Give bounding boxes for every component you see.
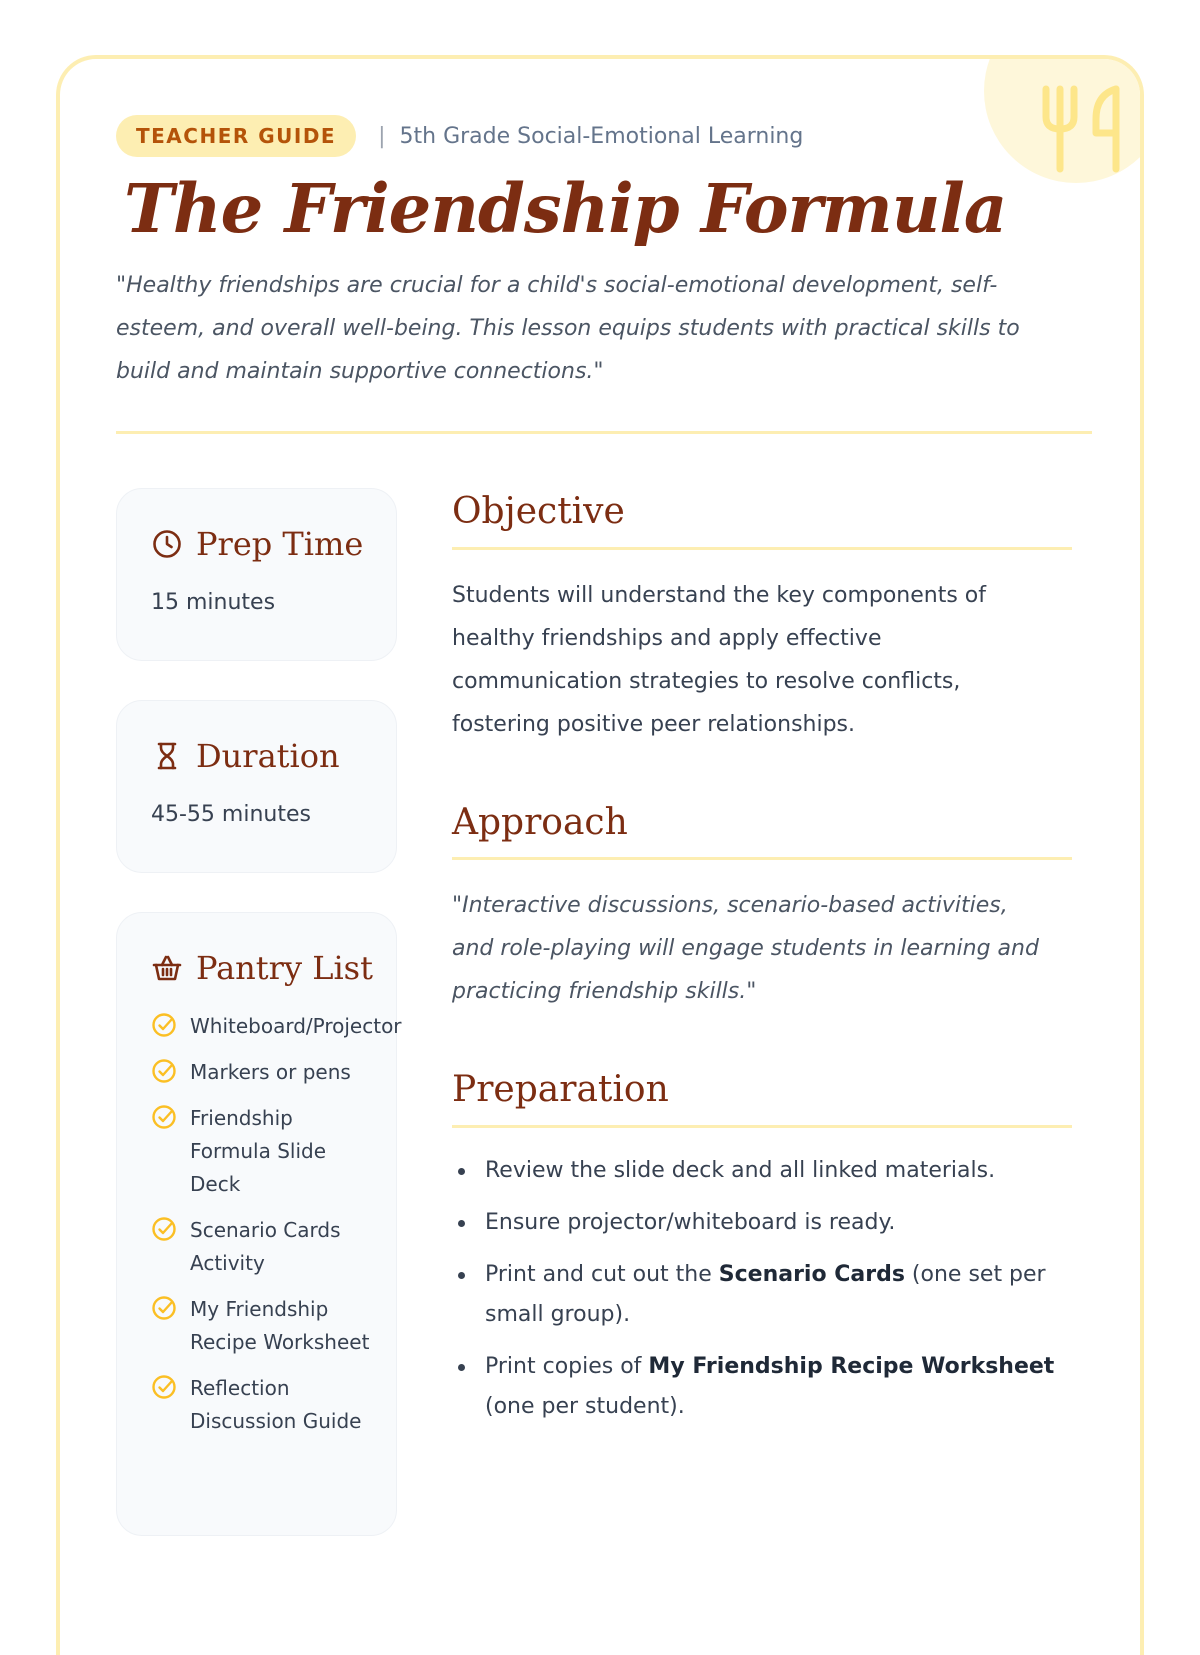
check-circle-icon <box>151 1012 177 1038</box>
prep-time-header <box>151 525 363 563</box>
approach-rule <box>452 857 1072 860</box>
list-item <box>452 1151 1072 1191</box>
objective-heading: Objective <box>452 491 625 532</box>
pantry-list-header <box>151 949 373 987</box>
pantry-item-label: Reflection Discussion Guide <box>190 1376 362 1433</box>
duration-title: Duration <box>196 737 340 775</box>
pantry-item-label: Markers or pens <box>190 1060 351 1084</box>
intro-quote: "Healthy friendships are crucial for a child's social-emotional development, self-esteem, and overall well-being. This lesson equips students with practical skills to build and maintain supportive connections." <box>116 273 1020 384</box>
preparation-heading: Preparation <box>452 1069 669 1110</box>
pantry-items <box>151 1010 451 1451</box>
prep-item-emphasis: Scenario Cards <box>718 1262 905 1287</box>
list-item <box>151 1102 451 1201</box>
duration-value: 45-55 minutes <box>151 802 311 827</box>
approach-heading: Approach <box>452 802 628 843</box>
header-separator: | <box>378 123 386 149</box>
pantry-item-label: My Friendship Recipe Worksheet <box>190 1297 370 1354</box>
pantry-list-title: Pantry List <box>196 949 373 987</box>
list-item <box>452 1255 1072 1335</box>
prep-item-text: Print and cut out the <box>485 1262 719 1287</box>
list-item <box>151 1372 451 1438</box>
page-title: The Friendship Formula <box>124 169 1007 248</box>
prep-item-emphasis: My Friendship Recipe Worksheet <box>648 1354 1055 1379</box>
prep-time-title: Prep Time <box>196 525 364 563</box>
grade-subtitle: 5th Grade Social-Emotional Learning <box>399 123 804 149</box>
pantry-list-box <box>116 912 402 1536</box>
check-circle-icon <box>151 1104 177 1130</box>
header-row <box>116 115 803 157</box>
header-divider <box>116 431 1092 434</box>
check-circle-icon <box>151 1058 177 1084</box>
list-item <box>151 1010 451 1043</box>
check-circle-icon <box>151 1216 177 1242</box>
duration-box <box>116 700 397 873</box>
prep-item-text: (one set per small group). <box>485 1262 1046 1327</box>
prep-item-text: Print copies of <box>485 1354 649 1379</box>
pantry-item-label: Friendship Formula Slide Deck <box>190 1106 327 1196</box>
list-item <box>151 1214 451 1280</box>
check-circle-icon <box>151 1295 177 1321</box>
pantry-item-label: Whiteboard/Projector <box>190 1014 402 1038</box>
approach-text: "Interactive discussions, scenario-based activities, and role-playing will engage students in learning and practicing friendship skills." <box>452 893 1039 1004</box>
clock-icon <box>151 528 183 560</box>
preparation-list <box>452 1151 1072 1439</box>
list-item <box>151 1293 451 1359</box>
preparation-rule <box>452 1125 1072 1128</box>
hourglass-icon <box>151 740 183 772</box>
pantry-item-label: Scenario Cards Activity <box>190 1218 341 1275</box>
fork-knife-icon <box>1032 81 1128 177</box>
objective-text: Students will understand the key components of healthy friendships and apply effective communication strategies to resolve conflicts, fostering positive peer relationships. <box>452 583 987 737</box>
list-item <box>452 1347 1072 1427</box>
list-item <box>452 1203 1072 1243</box>
prep-item-text: Ensure projector/whiteboard is ready. <box>485 1210 896 1235</box>
list-item <box>151 1056 451 1089</box>
prep-item-text: Review the slide deck and all linked materials. <box>485 1158 996 1183</box>
objective-rule <box>452 547 1072 550</box>
prep-time-box <box>116 488 397 661</box>
lesson-card <box>56 55 1144 1655</box>
check-circle-icon <box>151 1374 177 1400</box>
prep-time-value: 15 minutes <box>151 590 276 615</box>
teacher-guide-badge: TEACHER GUIDE <box>116 115 356 157</box>
basket-icon <box>151 952 183 984</box>
prep-item-text: (one per student). <box>485 1394 685 1419</box>
duration-header <box>151 737 340 775</box>
